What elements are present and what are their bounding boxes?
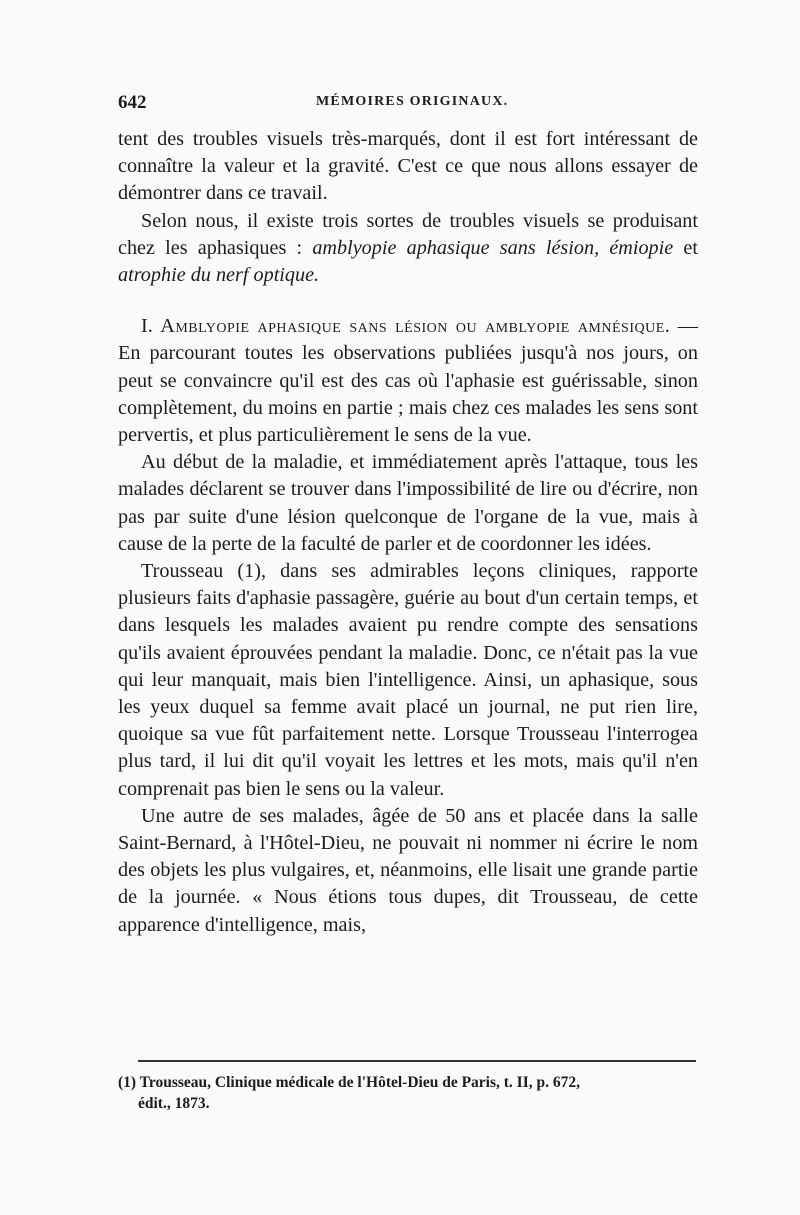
body-text (118, 126, 698, 939)
paragraph-2-text-a: Selon nous, il existe trois sortes de troubles visuels se produisant chez les aphasiques : (118, 209, 698, 259)
paragraph-3 (118, 313, 698, 449)
page (118, 92, 698, 1142)
paragraph-5: Trousseau (1), dans ses admirables leçons cliniques, rapporte plusieurs faits d'aphasie passagère, guérie au bout d'un certain temps, et dans lesquels les malades avaient pu rendre compte des sensations qu'ils avaient éprouvées pendant la maladie. Donc, ce n'était pas la vue qui leur manquait, mais bien l'intelligence. Ainsi, un aphasique, sous les yeux duquel sa femme avait placé un journal, ne put rien lire, quoique sa vue fût parfaitement nette. Lorsque Trousseau l'interrogea plus tard, il lui dit qu'il voyait les lettres et les mots, mais qu'il n'en comprenait pas bien le sens ou la valeur. (118, 560, 698, 800)
section-number: I. (141, 315, 161, 338)
paragraph-1: tent des troubles visuels très-marqués, dont il est fort intéressant de connaître la valeur et la gravité. C'est ce que nous allons essayer de démontrer dans ce travail. (118, 128, 698, 205)
paragraph-2 (118, 208, 698, 290)
paragraph-4: Au début de la maladie, et immédiatement après l'attaque, tous les malades déclarent se trouver dans l'impossibilité de lire ou d'écrire, non pas par suite d'une lésion quelconque de l'organe de la vue, mais à cause de la perte de la faculté de parler et de coordonner les idées. (118, 451, 698, 555)
paragraph-2-italic-2: atrophie du nerf optique. (118, 264, 320, 287)
section-heading: Amblyopie aphasique sans lésion ou amblyopie amnésique. (160, 315, 671, 338)
paragraph-3-text: — En parcourant toutes les observations publiées jusqu'à nos jours, on peut se convaincre qu'il est des cas où l'aphasie est guérissable, sinon complètement, du moins en partie ; mais chez ces malades les sens sont pervertis, et plus particulièrement le sens de la vue. (118, 315, 698, 447)
footnote-rule (138, 1060, 696, 1062)
footnote-line-2: édit., 1873. (138, 1095, 210, 1112)
running-title: MÉMOIRES ORIGINAUX. (316, 94, 509, 109)
paragraph-2-text-b: et (673, 236, 698, 259)
running-head (118, 92, 698, 126)
page-number: 642 (118, 92, 147, 113)
footnote-line-1: (1) Trousseau, Clinique médicale de l'Hôtel-Dieu de Paris, t. II, p. 672, (118, 1074, 580, 1091)
section-gap (118, 289, 698, 313)
paragraph-6: Une autre de ses malades, âgée de 50 ans et placée dans la salle Saint-Bernard, à l'Hôtel-Dieu, ne pouvait ni nommer ni écrire le nom des objets les plus vulgaires, et, néanmoins, elle lisait une grande partie de la journée. « Nous étions tous dupes, dit Trousseau, de cette apparence d'intelligence, mais, (118, 804, 698, 936)
footnote (118, 1072, 698, 1114)
paragraph-2-italic-1: amblyopie aphasique sans lésion, émiopie (312, 236, 674, 259)
